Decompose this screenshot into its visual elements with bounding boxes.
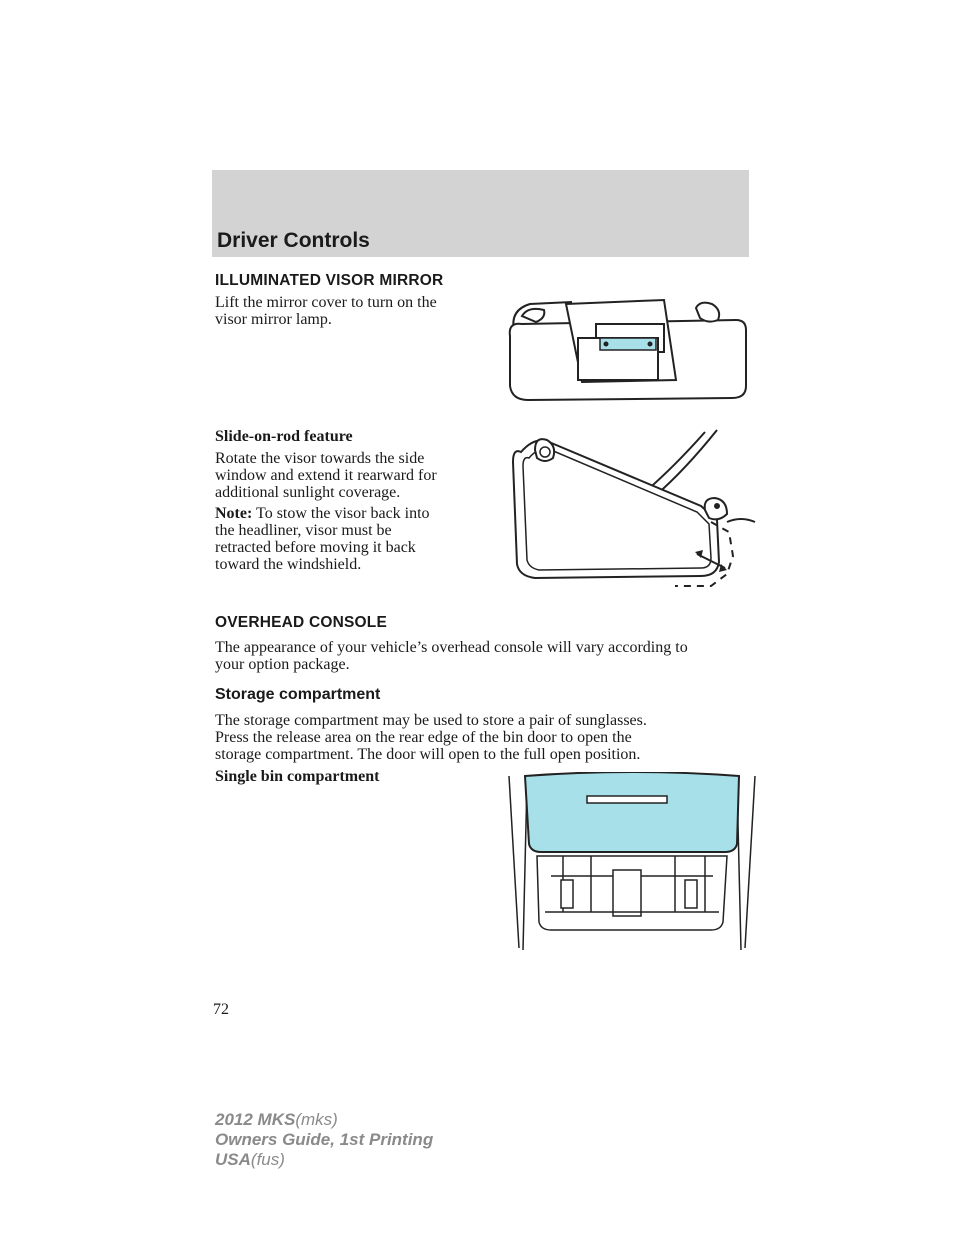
overhead-console-text — [215, 639, 688, 673]
footer-line — [215, 1150, 433, 1170]
text-line: The storage compartment may be used to store a pair of sunglasses. — [215, 712, 647, 729]
text-line: Press the release area on the rear edge of the bin door to open the — [215, 729, 632, 746]
footer-market: USA — [215, 1150, 251, 1169]
overhead-console-illustration — [505, 772, 760, 952]
heading-slide-on-rod: Slide-on-rod feature — [215, 428, 353, 445]
visor-mirror-illustration — [500, 286, 760, 406]
text-line: visor mirror lamp. — [215, 311, 332, 328]
slide-on-rod-illustration — [505, 426, 760, 594]
slide-on-rod-text — [215, 450, 437, 501]
text-line: storage compartment. The door will open to the full open position. — [215, 746, 641, 763]
footer-model: 2012 MKS — [215, 1110, 296, 1129]
text-line: toward the windshield. — [215, 556, 362, 573]
storage-text — [215, 712, 647, 763]
footer — [215, 1110, 433, 1170]
text-line: the headliner, visor must be — [215, 522, 392, 539]
section-title: Driver Controls — [217, 229, 370, 252]
visor-mirror-text — [215, 294, 437, 328]
slide-on-rod-note — [215, 505, 430, 573]
text-line: The appearance of your vehicle’s overhead console will vary according to — [215, 639, 688, 656]
footer-model-code: (mks) — [295, 1110, 338, 1129]
note-label: Note: — [215, 505, 253, 522]
text-line: Rotate the visor towards the side — [215, 450, 425, 467]
heading-illuminated-visor-mirror: ILLUMINATED VISOR MIRROR — [215, 272, 444, 289]
text-line: additional sunlight coverage. — [215, 484, 401, 501]
text-line: window and extend it rearward for — [215, 467, 437, 484]
text-line: Lift the mirror cover to turn on the — [215, 294, 437, 311]
footer-printing: Owners Guide, 1st Printing — [215, 1130, 434, 1149]
heading-single-bin: Single bin compartment — [215, 768, 380, 785]
text-line: your option package. — [215, 656, 350, 673]
footer-market-code: (fus) — [250, 1150, 285, 1169]
page-number: 72 — [213, 1001, 229, 1018]
text-line: To stow the visor back into — [256, 505, 430, 522]
heading-overhead-console: OVERHEAD CONSOLE — [215, 614, 387, 631]
heading-storage-compartment: Storage compartment — [215, 686, 381, 703]
text-line: retracted before moving it back — [215, 539, 416, 556]
footer-line — [215, 1110, 433, 1130]
